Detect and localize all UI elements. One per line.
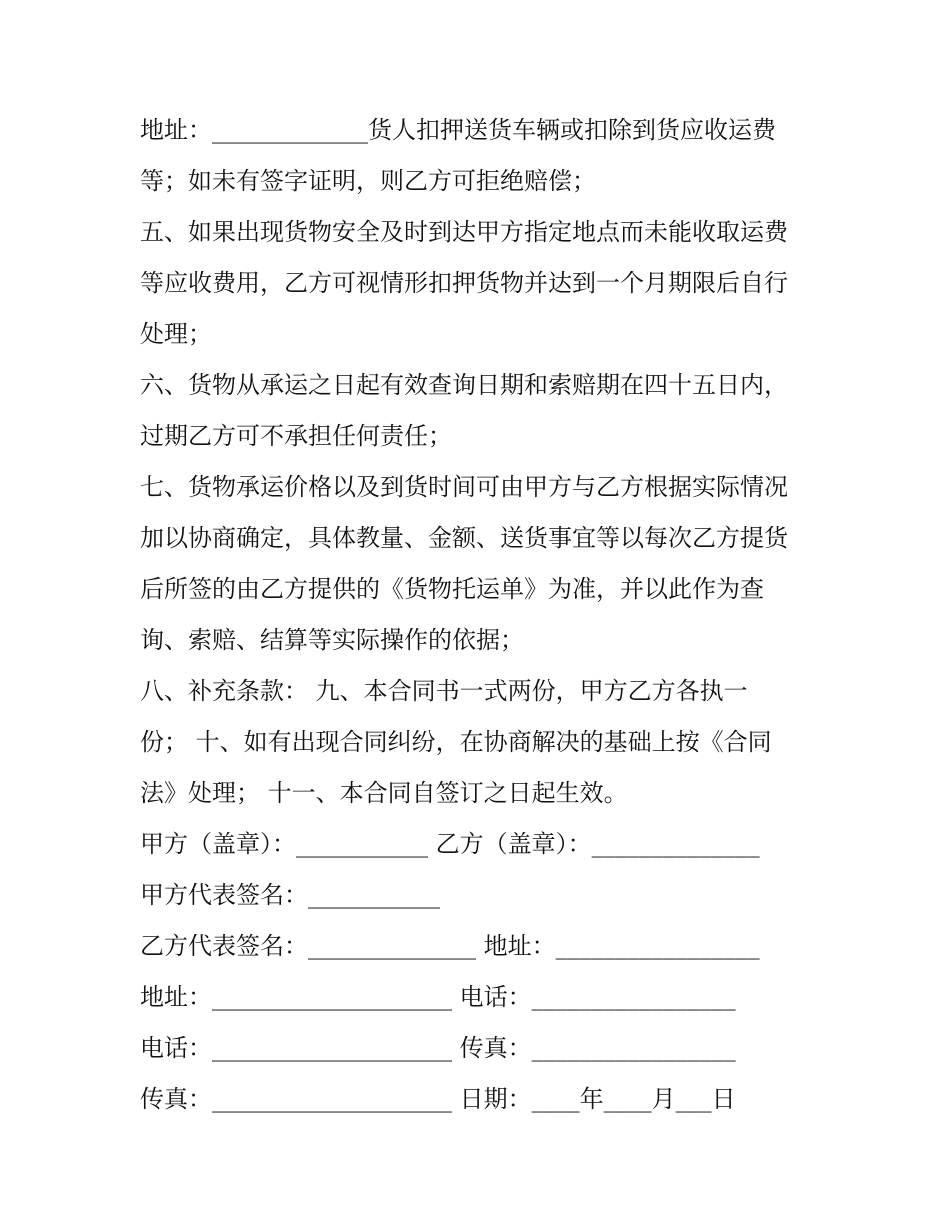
- text-line: 加以协商确定，具体教量、金额、送货事宜等以每次乙方提货: [140, 524, 788, 552]
- signature-line: 甲方代表签名：___________: [140, 881, 440, 909]
- signature-line: 传真：____________________ 日期：____年____月___日: [140, 1085, 736, 1113]
- text-line: 处理；: [140, 320, 212, 348]
- text-line: 等；如未有签字证明，则乙方可拒绝赔偿；: [140, 167, 596, 195]
- text-line: 后所签的由乙方提供的《货物托运单》为准，并以此作为查: [140, 575, 764, 603]
- text-line: 等应收费用，乙方可视情形扣押货物并达到一个月期限后自行: [140, 269, 788, 297]
- text-line: 七、货物承运价格以及到货时间可由甲方与乙方根据实际情况: [140, 473, 788, 501]
- text-line: 法》处理； 十一、本合同自签订之日起生效。: [140, 779, 628, 807]
- text-line: 八、补充条款： 九、本合同书一式两份，甲方乙方各执一: [140, 677, 748, 705]
- text-line: 询、索赔、结算等实际操作的依据；: [140, 626, 524, 654]
- contract-text: [140, 108, 820, 1128]
- text-line: 六、货物从承运之日起有效查询日期和索赔期在四十五日内，: [140, 371, 788, 399]
- text-line: 地址：_____________货人扣押送货车辆或扣除到货应收运费: [140, 116, 776, 144]
- signature-line: 乙方代表签名：______________ 地址：_________________: [140, 932, 760, 960]
- text-line: 过期乙方可不承担任何责任；: [140, 422, 452, 450]
- text-line: 五、如果出现货物安全及时到达甲方指定地点而未能收取运费: [140, 218, 788, 246]
- text-line: 份； 十、如有出现合同纠纷，在协商解决的基础上按《合同: [140, 728, 772, 756]
- signature-line: 甲方（盖章）：___________ 乙方（盖章）：______________: [140, 830, 760, 858]
- signature-line: 电话：____________________ 传真：_________________: [140, 1034, 736, 1062]
- signature-line: 地址：____________________ 电话：_________________: [140, 983, 736, 1011]
